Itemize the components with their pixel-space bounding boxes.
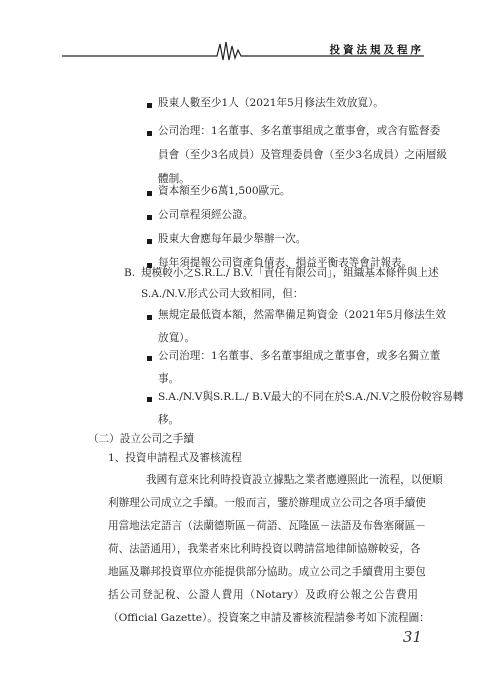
bullet-line: 公司章程須經公證。 — [158, 209, 254, 221]
bullet-line: 股東人數至少1人（2021年5月修法生效放寬）。 — [158, 97, 384, 109]
bullet-line: 公司治理：1名董事、多名董事組成之董事會，或含有監督委 — [158, 125, 441, 137]
bullet-line: 體制。 — [158, 173, 190, 185]
paragraph-line: 地區及聯邦投資單位亦能提供部分協助。成立公司之手續費用主要包 — [108, 566, 426, 578]
square-bullet-icon — [147, 131, 152, 136]
section-b-line: 規模較小之S.R.L./ B.V.「責任有限公司」，組織基本條件與上述 — [141, 267, 439, 279]
square-bullet-icon — [147, 397, 152, 402]
bullet-line: 員會（至少3名成員）及管理委員會（至少3名成員）之兩層級 — [158, 149, 447, 161]
section-b-line: S.A./N.V.形式公司大致相同，但： — [141, 288, 304, 300]
bullet-line: 事。 — [158, 373, 180, 385]
square-bullet-icon — [147, 215, 152, 220]
paragraph-line: 利辦理公司成立之手續。一般而言，鑒於辦理成立公司之各項手續使 — [108, 497, 426, 509]
bullet-line: S.A./N.V與S.R.L./ B.V最大的不同在於S.A./N.V之股份較容易轉 — [158, 391, 464, 403]
subsection-heading: 1、投資申請程式及審核流程 — [108, 452, 242, 464]
bullet-line: 放寬）。 — [158, 332, 196, 344]
bullet-line: 移。 — [158, 414, 180, 426]
section-b-marker: B. — [124, 267, 136, 279]
square-bullet-icon — [147, 103, 152, 108]
page-number: 31 — [402, 628, 422, 646]
paragraph-line: 用當地法定語言（法蘭德斯區－荷語、瓦隆區－法語及布魯塞爾區－ — [108, 520, 426, 532]
square-bullet-icon — [147, 191, 152, 196]
paragraph-line: （Official Gazette）。投資案之申請及審核流程請參考如下流程圖： — [108, 612, 430, 624]
bullet-line: 每年須提報公司資產負債表、損益平衡表等會計報表。 — [158, 257, 413, 269]
page-header — [62, 36, 424, 62]
paragraph-line: 我國有意來比利時投資設立據點之業者應遵照此一流程，以便順 — [146, 474, 443, 486]
header-section-title: 投資法規及程序 — [329, 44, 424, 56]
bullet-line: 資本額至少6萬1,500歐元。 — [158, 185, 291, 197]
section-heading: （二）設立公司之手續 — [88, 433, 194, 445]
bullet-line: 公司治理：1名董事、多名董事組成之董事會，或多名獨立董 — [158, 350, 441, 362]
bullet-line: 無規定最低資本額，然需準備足夠資金（2021年5月修法生效 — [158, 309, 446, 321]
square-bullet-icon — [147, 239, 152, 244]
paragraph-line: 括公司登記稅、公證人費用（Notary）及政府公報之公告費用 — [108, 589, 418, 601]
bullet-line: 股東大會應每年最少舉辦一次。 — [158, 233, 307, 245]
paragraph-line: 荷、法語通用），我業者來比利時投資以聘請當地律師協辦較妥，各 — [108, 543, 421, 555]
square-bullet-icon — [147, 356, 152, 361]
square-bullet-icon — [147, 315, 152, 320]
